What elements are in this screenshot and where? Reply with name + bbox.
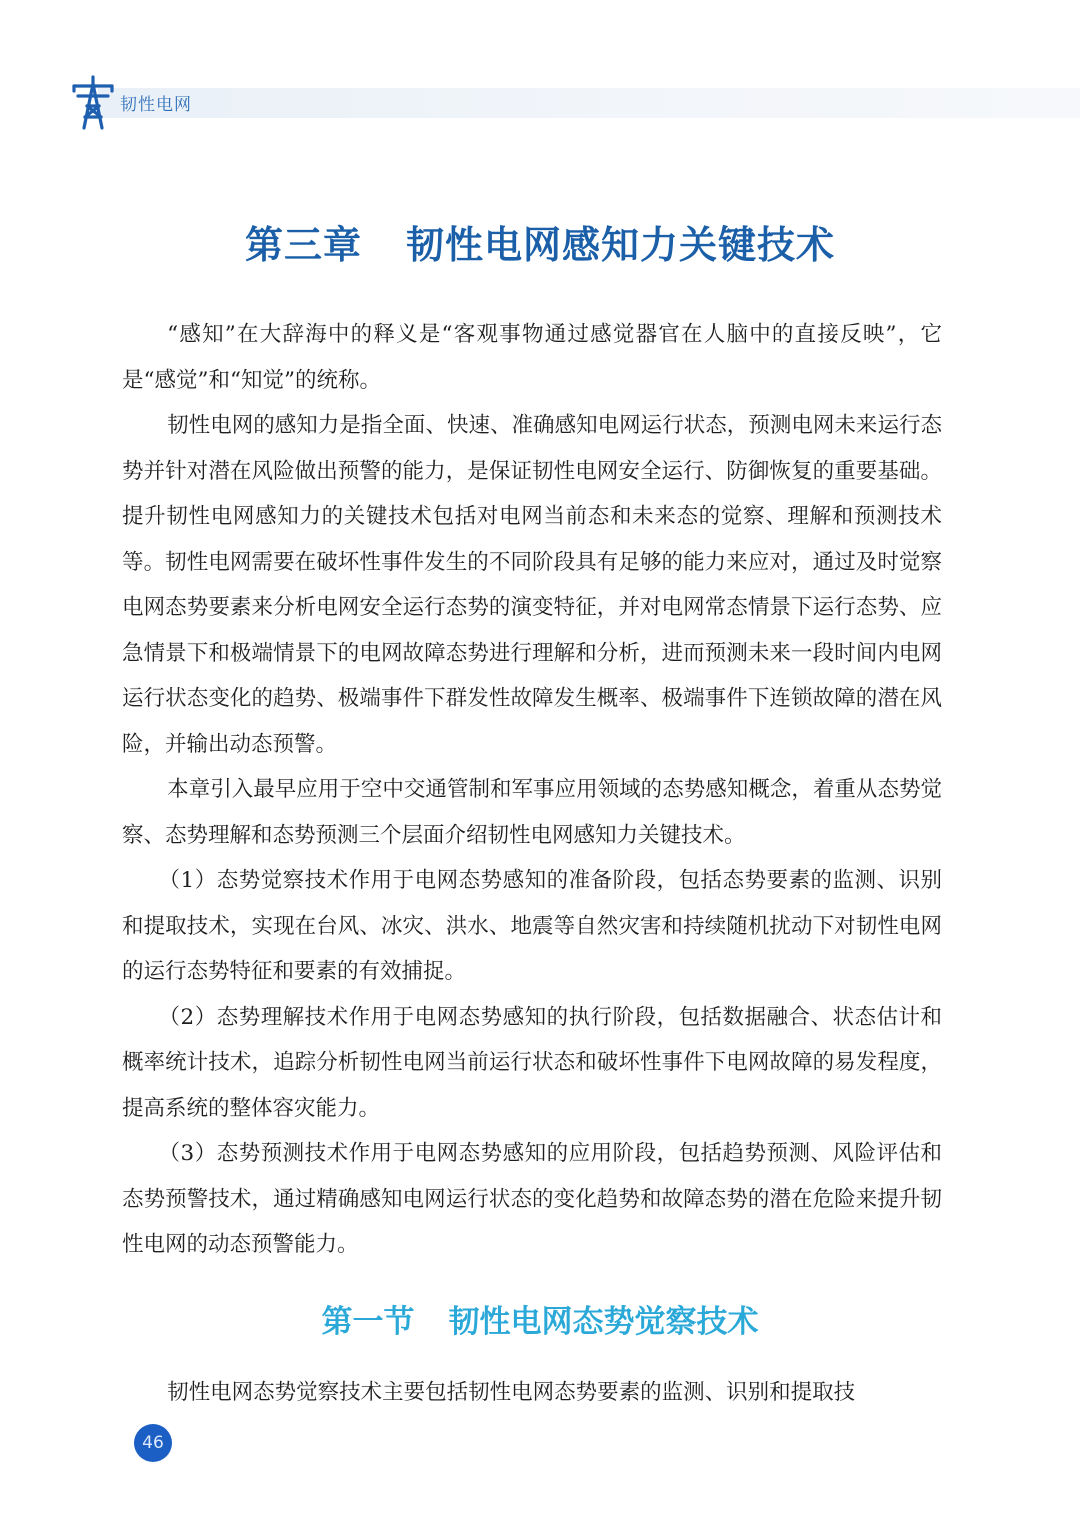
list-paragraph: （3）态势预测技术作用于电网态势感知的应用阶段，包括趋势预测、风险评估和态势预警技术，通过精确感知电网运行状态的变化趋势和故障态势的潜在危险来提升韧性电网的动态预警能力。 [122,1141,942,1257]
chapter-body [122,312,942,1268]
chapter-title-text: 韧性电网感知力关键技术 [406,222,836,267]
section-number: 第一节 [321,1304,415,1340]
chapter-title [0,214,1080,269]
paragraph: 韧性电网的感知力是指全面、快速、准确感知电网运行状态，预测电网未来运行态势并针对潜在风险做出预警的能力，是保证韧性电网安全运行、防御恢复的重要基础。提升韧性电网感知力的关键技术包括对电网当前态和未来态的觉察、理解和预测技术等。韧性电网需要在破坏性事件发生的不同阶段具有足够的能力来应对，通过及时觉察电网态势要素来分析电网安全运行态势的演变特征，并对电网常态情景下运行态势、应急情景下和极端情景下的电网故障态势进行理解和分析，进而预测未来一段时间内电网运行状态变化的趋势、极端事件下群发性故障发生概率、极端事件下连锁故障的潜在风险，并输出动态预警。 [122,413,942,757]
paragraph: 韧性电网态势觉察技术主要包括韧性电网态势要素的监测、识别和提取技 [167,1380,856,1405]
list-paragraph: （2）态势理解技术作用于电网态势感知的执行阶段，包括数据融合、状态估计和概率统计技术，追踪分析韧性电网当前运行状态和破坏性事件下电网故障的易发程度，提高系统的整体容灾能力。 [122,1004,942,1121]
section-title [0,1296,1080,1341]
chapter-number: 第三章 [244,222,362,267]
power-tower-icon [68,74,118,130]
list-paragraph: （1）态势觉察技术作用于电网态势感知的准备阶段，包括态势要素的监测、识别和提取技术，实现在台风、冰灾、洪水、地震等自然灾害和持续随机扰动下对韧性电网的运行态势特征和要素的有效捕捉。 [122,868,942,984]
paragraph: “感知”在大辞海中的释义是“客观事物通过感觉器官在人脑中的直接反映”，它是“感觉”和“知觉”的统称。 [122,322,942,393]
header-band [98,88,1080,118]
page-number-badge [134,1424,172,1462]
section-body [122,1370,942,1415]
paragraph: 本章引入最早应用于空中交通管制和军事应用领域的态势感知概念，着重从态势觉察、态势理解和态势预测三个层面介绍韧性电网感知力关键技术。 [122,777,942,848]
section-title-text: 韧性电网态势觉察技术 [448,1304,759,1340]
running-header-title: 韧性电网 [120,95,192,115]
page-number: 46 [142,1433,164,1453]
